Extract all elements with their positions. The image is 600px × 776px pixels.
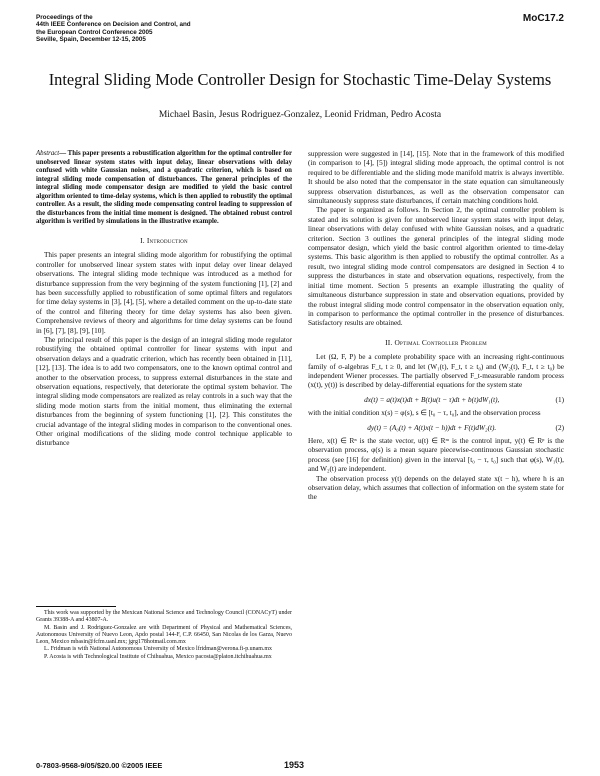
proceedings-header [36, 14, 336, 44]
left-column [36, 150, 292, 449]
equation-body: dx(t) = a(t)x(t)dt + B(t)u(t − τ)dt + b(t)dW₁(t), [364, 395, 500, 404]
isbn-line: 0-7803-9568-9/05/$20.00 ©2005 IEEE [36, 761, 163, 770]
equation-2 [308, 424, 564, 433]
equation-body: dy(t) = (A₀(t) + A(t)x(t − h))dt + F(t)dW₂(t). [367, 423, 497, 432]
footnote: P. Acosta is with Technological Institute of Chihuahua, Mexico pacosta@platon.itchihuahua.mx [44, 653, 272, 660]
section-title: Introduction [146, 235, 188, 245]
paragraph: The principal result of this paper is the design of an integral sliding mode regulator robustifying the obtained optimal controller for linear systems with input and observation delays and a quadratic criterion, which has recently been obtained in [11], [12], [13]. The idea is to add two compensators, one to the known optimal control and another to the observation process, to suppress external disturbances in the state and observation equations, respectively, that deteriorate the optimal system behavior. The integral sliding mode compensators are realized as relay controls in a such way that the sliding mode motion starts from the initial moment, thus eliminating the external disturbances from the beginning of system functioning [1], [2]. This constitutes the crucial advantage of the integral sliding modes in comparison to the conventional ones. Other original modifications of the sliding mode control technique applicable to disturbance [36, 335, 292, 448]
equation-number: (2) [555, 423, 564, 432]
paragraph: The observation process y(t) depends on the delayed state x(t − h), where h is an observation delay, which assumes that collection of information on the system state for the [308, 474, 564, 502]
section-numeral: I. [140, 235, 147, 245]
section-title: Optimal Controller Problem [394, 337, 487, 347]
paragraph: Here, x(t) ∈ Rⁿ is the state vector, u(t) ∈ Rᵐ is the control input, y(t) ∈ Rᵖ is the observation process, φ(s) is a mean square piecewise-continuous Gaussian stochastic process (see [16] for definition) given in the interval [t₀ − τ, t₀] such that φ(s), W₁(t), and W₂(t) are independent. [308, 436, 564, 474]
abstract-text: — This paper presents a robustification algorithm for the optimal controller for unobserved linear system states with input delay, linear observations with delay confused with white Gaussian noises, and a quadratic criterion, which is based on integral sliding mode compensation of disturbances. The general principles of the integral sliding mode compensator design are modified to yield the basic control algorithm oriented to time-delay systems, which is then applied to robustify the optimal controller. As a result, the sliding mode compensating control leading to suppression of the disturbances from the initial time moment is designed. The obtained robust control algorithm is verified by simulations in the illustrative example. [36, 150, 292, 226]
proceedings-line: 44th IEEE Conference on Decision and Control, and [36, 21, 191, 29]
author-list: Michael Basin, Jesus Rodriguez-Gonzalez, Leonid Fridman, Pedro Acosta [158, 110, 442, 120]
abstract [36, 150, 292, 227]
footnote: L. Fridman is with National Autonomous University of Mexico lfridman@verona.fi-p.unam.mx [44, 646, 272, 653]
equation-1 [308, 396, 564, 405]
footnote: This work was supported by the Mexican National Science and Technology Council (CONACyT) under Grants 39388-A and 43807-A. [36, 610, 292, 624]
section-heading-problem [308, 338, 564, 347]
proceedings-line: Seville, Spain, December 12-15, 2005 [36, 36, 146, 44]
paragraph: with the initial condition x(s) = φ(s), s ∈ [t₀ − τ, t₀], and the observation process [308, 409, 541, 418]
section-heading-introduction [36, 236, 292, 245]
proceedings-line: Proceedings of the [36, 14, 93, 21]
abstract-lead: Abstract [36, 150, 60, 157]
footnote-rule [36, 606, 116, 607]
right-column [308, 150, 564, 503]
footnotes [36, 606, 292, 661]
page-number: 1953 [284, 760, 305, 770]
paper-title: Integral Sliding Mode Controller Design for Stochastic Time-Delay Systems [48, 70, 552, 89]
paragraph: The paper is organized as follows. In Section 2, the optimal controller problem is stated and its solution is given for unobserved linear system states with input delay, linear observations with delay confused with white Gaussian noises, and a quadratic criterion. Section 3 outlines the general principles of the integral sliding mode compensator design, which yield the basic control algorithm oriented to time-delay systems. This basic algorithm is then applied to robustify the optimal controller. As a result, two integral sliding mode control compensators are designed in Section 4 to suppress the disturbances in state and observation equations, respectively, from the initial time moment. Section 5 presents an example illustrating the quality of simultaneous disturbance suppression in state and observation equations, provided by the robust integral sliding mode control compensator in the observation equation only, in comparison to performance the optimal controller in the presence of disturbances. Satisfactory results are obtained. [308, 206, 564, 328]
paragraph: Let (Ω, F, P) be a complete probability space with an increasing right-continuous family of σ-algebras F_t, t ≥ 0, and let (W₁(t), F_t, t ≥ t₀) and (W₂(t), F_t, t ≥ t₀) be independent Wiener processes. The partially observed F_t-measurable random process (x(t), y(t)) is described by delay-differential equations for the system state [308, 353, 564, 390]
section-numeral: II. [385, 337, 395, 347]
session-id: MoC17.2 [522, 13, 564, 24]
paragraph: suppression were suggested in [14], [15]. Note that in the framework of this modified (in comparison to [4], [5]) integral sliding mode approach, the optimal control is not required to be differentiable and the sliding mode manifold matrix is always invertible. It should be also noted that the compensator in the state equation can simultaneously suppress observation disturbances, as well as the observation compensator can simultaneously suppress state disturbances, if certain matching conditions hold. [308, 150, 564, 206]
footnote: M. Basin and J. Rodriguez-Gonzalez are with Department of Physical and Mathematical Sciences, Autonomous University of Nuevo Leon, Apdo postal 144-F, C.P. 66450, San Nicolas de los Garza, Nuevo Leon, Mexico mbasin@fcfm.uanl.mx; jgrg178hotmail.com.mx [36, 624, 292, 646]
paragraph: This paper presents an integral sliding mode algorithm for robustifying the optimal controller for unobserved linear system states with input delay over linear delayed observations. The integral sliding mode technique was introduced as a method for disturbance suppression from the very beginning of the system functioning [1], [2] and has been successfully applied to robustification of some optimal filters and regulators for time delay systems in [3], [4], [5], where a detailed comment on the up-to-date state of the control and filtering theory for time delay systems has also been given. Comprehensive reviews of theory and algorithms for time delay systems can be found in [6], [7], [8], [9], [10]. [36, 251, 292, 335]
proceedings-line: the European Control Conference 2005 [36, 28, 153, 36]
equation-number: (1) [555, 395, 564, 404]
